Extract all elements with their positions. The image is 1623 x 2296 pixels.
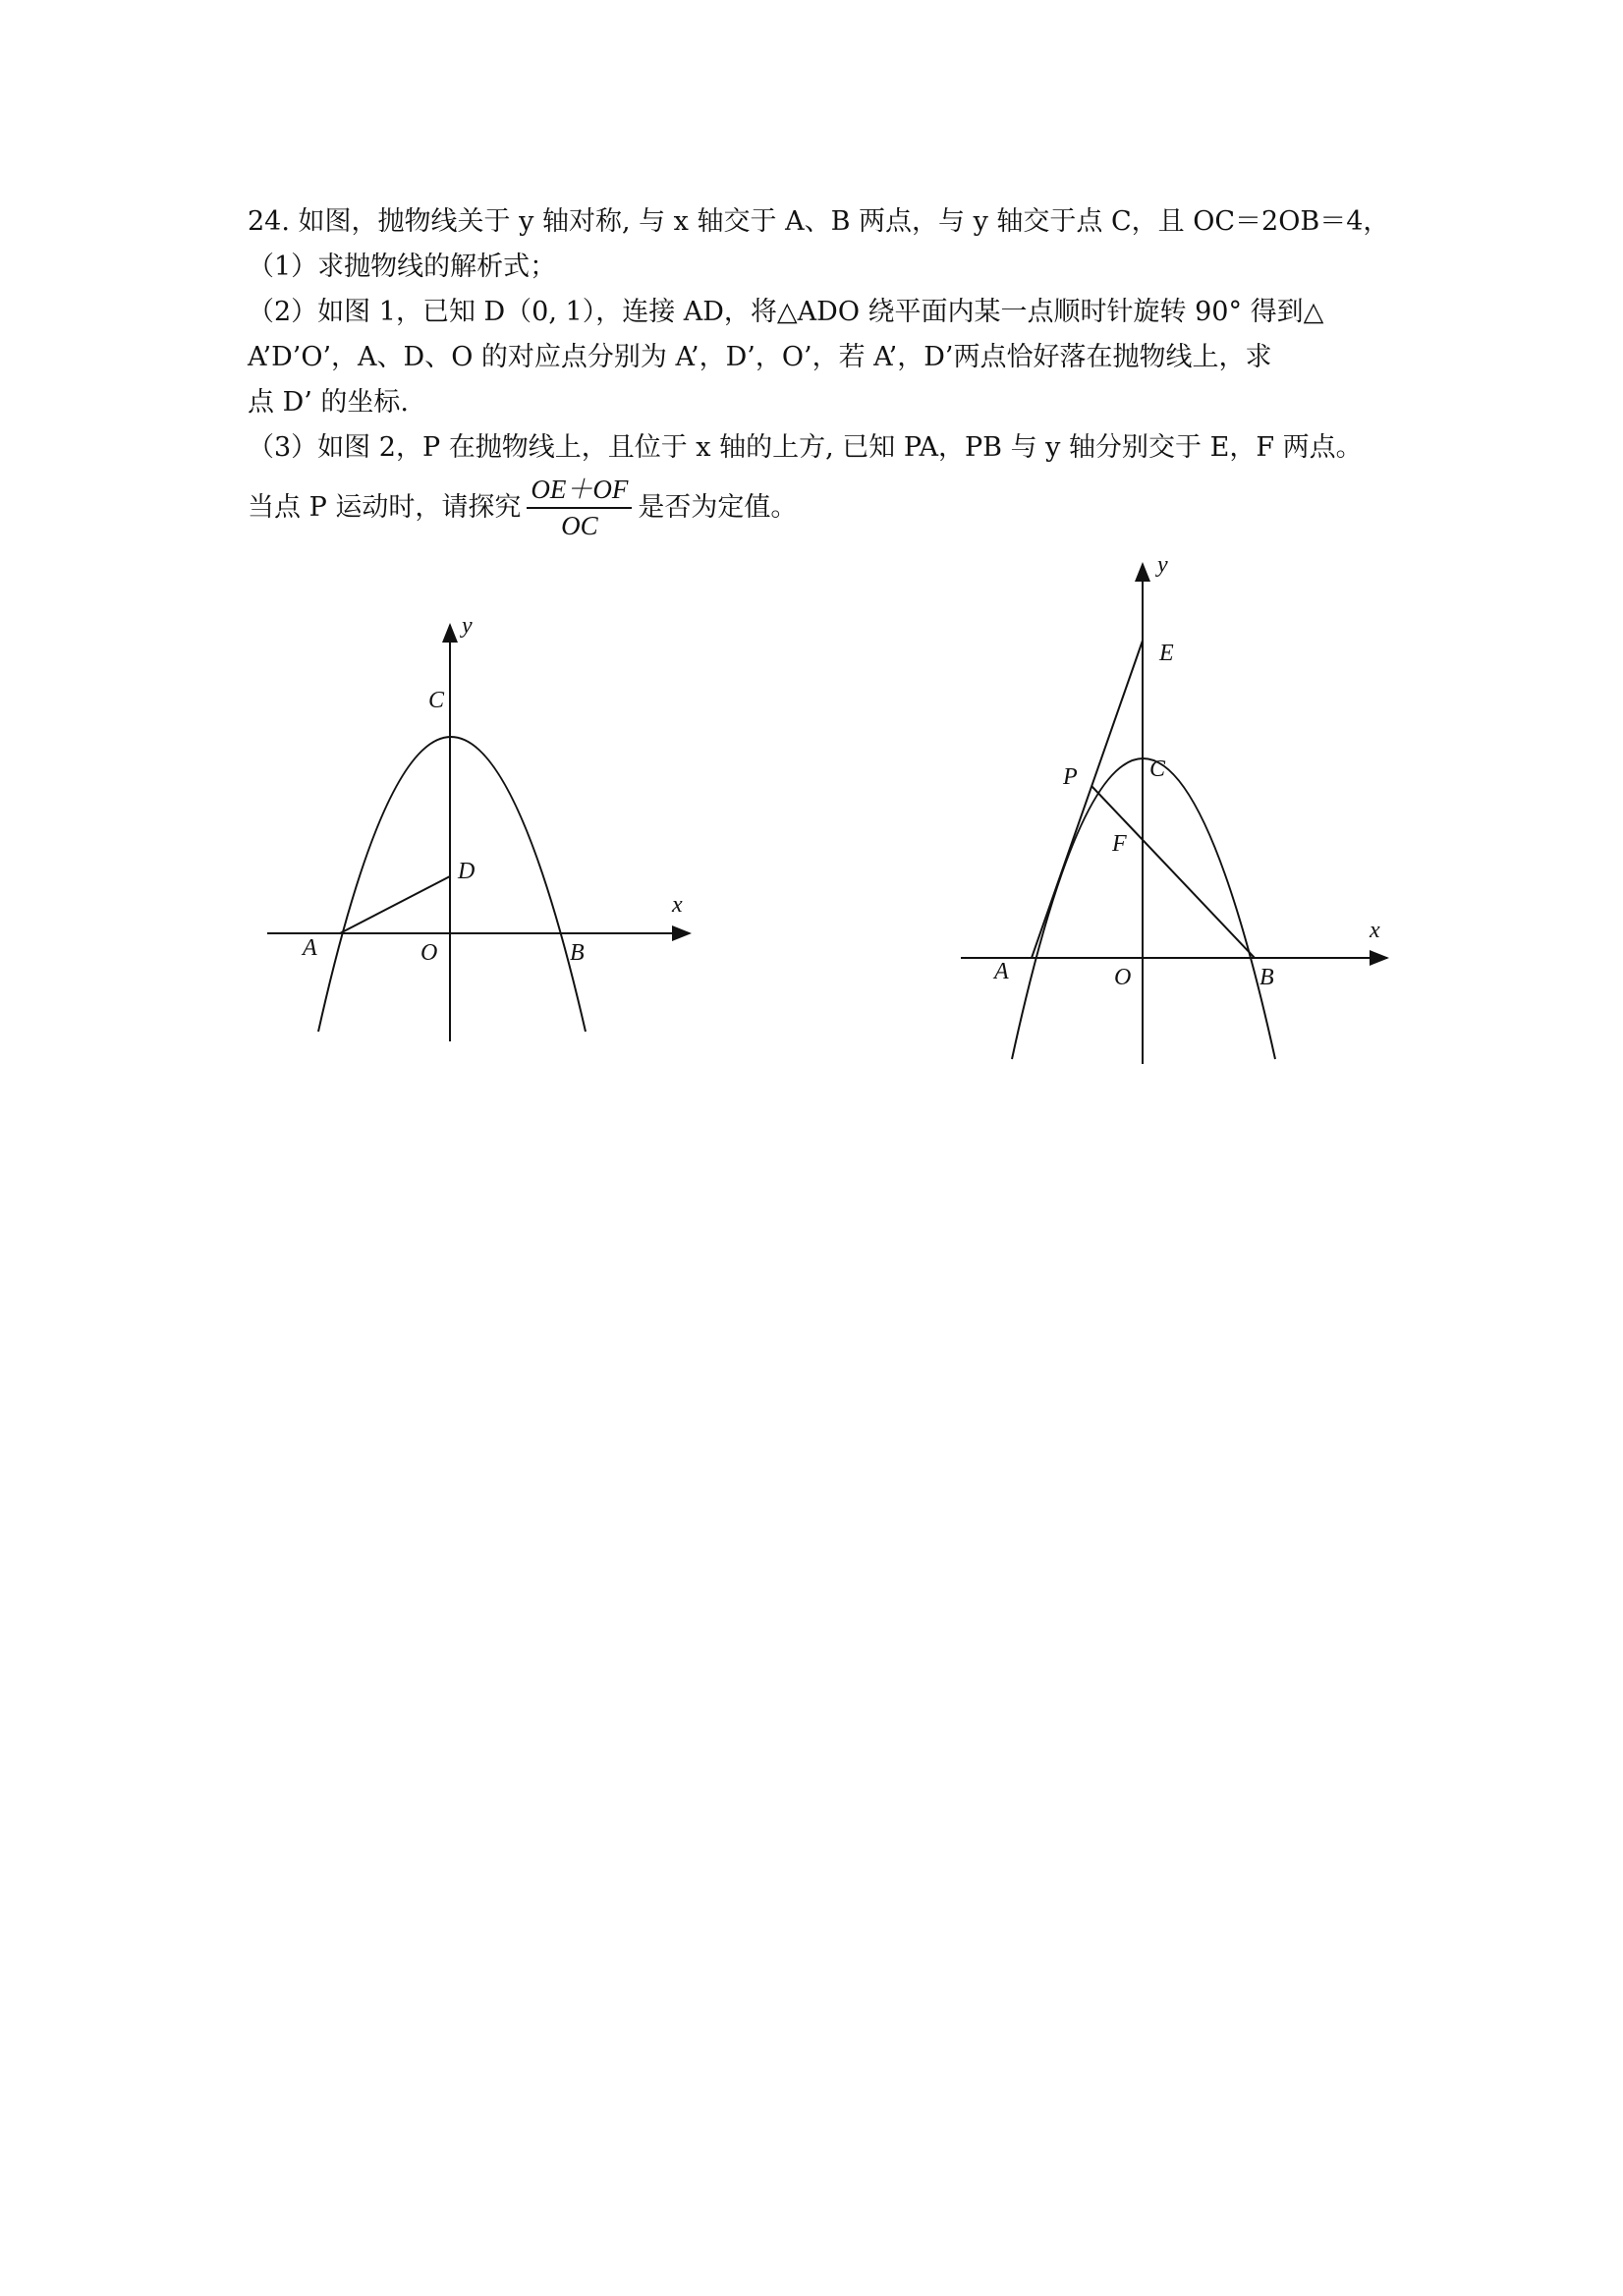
- label-o: O: [420, 940, 438, 966]
- figure-2-diagram: [953, 550, 1405, 1071]
- problem-text: [248, 199, 1397, 545]
- part-3-suffix: 是否为定值。: [638, 492, 798, 523]
- ratio-fraction: [527, 474, 632, 542]
- segment-ae: [1032, 641, 1143, 958]
- part-3-prefix: 当点 P 运动时，请探究: [248, 492, 522, 523]
- label-b: B: [570, 940, 585, 966]
- label-o: O: [1114, 965, 1132, 990]
- figure-1: [255, 609, 707, 1065]
- label-x: x: [672, 892, 683, 918]
- label-e: E: [1159, 641, 1174, 666]
- part-2-line-3: 点 D’ 的坐标.: [248, 387, 409, 418]
- part-3-line-1: （3）如图 2，P 在抛物线上，且位于 x 轴的上方, 已知 PA，PB 与 y 轴分别交于 E，F 两点。: [248, 432, 1363, 463]
- problem-intro: 24. 如图，抛物线关于 y 轴对称, 与 x 轴交于 A、B 两点，与 y 轴交于点 C，且 OC＝2OB＝4，: [248, 206, 1390, 237]
- part-3-line-2: [248, 471, 1397, 545]
- label-a: A: [994, 959, 1009, 984]
- label-d: D: [458, 859, 476, 884]
- parabola: [318, 737, 586, 1032]
- label-f: F: [1112, 831, 1127, 857]
- figure-2: [953, 550, 1405, 1075]
- label-x: x: [1370, 918, 1380, 943]
- part-2-line-1: （2）如图 1，已知 D（0, 1），连接 AD，将△ADO 绕平面内某一点顺时针旋转 90° 得到△: [248, 297, 1324, 327]
- fraction-denominator: OC: [561, 511, 598, 540]
- label-c: C: [428, 688, 445, 713]
- figure-1-diagram: [255, 609, 707, 1061]
- label-c: C: [1149, 756, 1166, 782]
- label-p: P: [1063, 764, 1078, 790]
- label-y: y: [1157, 552, 1168, 578]
- part-1: （1）求抛物线的解析式；: [248, 252, 557, 282]
- label-a: A: [303, 935, 317, 961]
- label-b: B: [1259, 965, 1274, 990]
- label-y: y: [462, 613, 473, 639]
- part-2-line-2: A’D’O’，A、D、O 的对应点分别为 A’，D’，O’，若 A’，D’两点恰好落在抛物线上，求: [248, 342, 1272, 372]
- fraction-numerator: OE＋OF: [527, 474, 632, 509]
- segment-pb: [1091, 786, 1255, 958]
